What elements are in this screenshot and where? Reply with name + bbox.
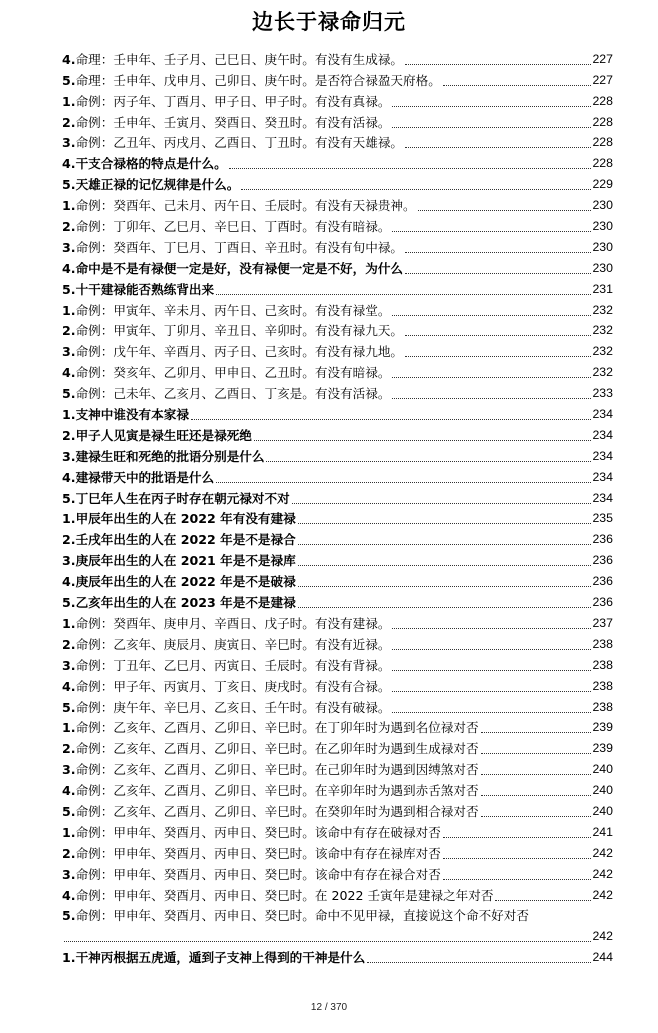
toc-entry-text: 命例：甲寅年、丁卯月、辛丑日、辛卯时。有没有禄九天。 (75, 323, 403, 339)
toc-entry-page: 240 (592, 762, 613, 777)
toc-entry[interactable] (62, 819, 613, 840)
toc-entry-page: 238 (592, 657, 613, 672)
toc-dot-leader (418, 210, 592, 211)
toc-entry-text: 命例：甲申年、癸酉月、丙申日、癸巳时。该命中有存在禄合对否 (75, 866, 441, 882)
toc-entry[interactable] (62, 213, 613, 234)
toc-entry[interactable] (62, 694, 613, 715)
toc-entry-text: 丁巳年人生在丙子时存在朝元禄对不对 (75, 490, 290, 506)
toc-dot-leader (405, 335, 591, 336)
toc-entry-number: 4. (62, 887, 76, 903)
toc-entry-page: 234 (592, 448, 613, 463)
toc-entry-text: 命理：壬申年、壬子月、己巳日、庚午时。有没有生成禄。 (75, 51, 403, 67)
toc-dot-leader (367, 962, 591, 963)
toc-entry[interactable] (62, 422, 613, 443)
toc-entry-text: 命例：乙亥年、乙酉月、乙卯日、辛巳时。在癸卯年时为遇到相合禄对否 (75, 803, 479, 819)
toc-dot-leader (392, 712, 591, 713)
toc-dot-leader (298, 565, 592, 566)
toc-dot-leader (481, 753, 592, 754)
toc-entry[interactable] (62, 192, 613, 213)
toc-entry-number: 3. (62, 239, 76, 255)
toc-entry-page: 242 (592, 845, 613, 860)
toc-dot-leader (392, 231, 591, 232)
toc-entry[interactable] (62, 255, 613, 276)
toc-entry[interactable] (62, 443, 613, 464)
toc-entry-text: 命例：乙亥年、乙酉月、乙卯日、辛巳时。在乙卯年时为遇到生成禄对否 (75, 741, 479, 757)
toc-entry[interactable] (62, 318, 613, 339)
toc-dot-leader (64, 941, 591, 942)
toc-dot-leader (216, 482, 591, 483)
toc-entry-number: 1. (62, 950, 76, 966)
toc-entry-page: 228 (592, 135, 613, 150)
toc-dot-leader (216, 294, 591, 295)
toc-dot-leader (481, 795, 592, 796)
page-footer: 12 / 370 (310, 1002, 348, 1013)
toc-entry-text: 乙亥年出生的人在 2023 年是不是建禄 (75, 595, 296, 611)
toc-entry-page: 231 (592, 281, 613, 296)
toc-entry-page: 230 (592, 239, 613, 254)
toc-dot-leader (405, 64, 591, 65)
toc-entry-number: 2. (62, 845, 76, 861)
toc-entry-text: 壬戌年出生的人在 2022 年是不是禄合 (75, 532, 296, 548)
toc-entry-wrapped[interactable] (62, 903, 613, 945)
toc-entry[interactable] (62, 735, 613, 756)
toc-entry-page: 235 (592, 511, 613, 526)
toc-entry[interactable] (62, 171, 613, 192)
toc-entry-number: 1. (62, 93, 76, 109)
toc-entry-text: 命例：丙子年、丁酉月、甲子日、甲子时。有没有真禄。 (75, 93, 391, 109)
toc-entry-page: 241 (592, 824, 613, 839)
table-of-contents (62, 46, 613, 965)
toc-entry-number: 3. (62, 553, 76, 569)
toc-dot-leader (298, 523, 592, 524)
toc-entry-number: 4. (62, 156, 76, 172)
toc-entry-page: 234 (592, 427, 613, 442)
toc-entry-text: 命例：甲申年、癸酉月、丙申日、癸巳时。该命中有存在禄库对否 (75, 845, 441, 861)
toc-entry-number: 4. (62, 365, 76, 381)
toc-entry-text: 庚辰年出生的人在 2022 年是不是破禄 (75, 574, 296, 590)
toc-dot-leader (481, 816, 592, 817)
toc-entry-page: 237 (592, 615, 613, 630)
toc-entry-number: 1. (62, 720, 76, 736)
toc-entry-text: 命例：乙丑年、丙戌月、乙酉日、丁丑时。有没有天雄禄。 (75, 135, 403, 151)
toc-entry-number: 3. (62, 657, 76, 673)
toc-entry-text: 命例：甲申年、癸酉月、丙申日、癸巳时。该命中有存在破禄对否 (75, 824, 441, 840)
toc-entry-number: 1. (62, 511, 76, 527)
toc-dot-leader (292, 503, 592, 504)
toc-dot-leader (443, 837, 592, 838)
toc-entry-text: 命例：戊午年、辛酉月、丙子日、己亥时。有没有禄九地。 (75, 344, 403, 360)
toc-entry-text: 命例：乙亥年、庚辰月、庚寅日、辛巳时。有没有近禄。 (75, 636, 391, 652)
toc-entry[interactable] (62, 464, 613, 485)
toc-entry-number: 5. (62, 177, 76, 193)
toc-entry[interactable] (62, 380, 613, 401)
toc-entry[interactable] (62, 276, 613, 297)
toc-entry-number: 1. (62, 302, 76, 318)
toc-dot-leader (392, 691, 591, 692)
toc-entry-text: 命例：乙亥年、乙酉月、乙卯日、辛巳时。在己卯年时为遇到因缚煞对否 (75, 762, 479, 778)
toc-dot-leader (392, 628, 591, 629)
toc-entry-number: 1. (62, 824, 76, 840)
toc-dot-leader (298, 586, 592, 587)
toc-entry-number: 3. (62, 448, 76, 464)
toc-entry[interactable] (62, 109, 613, 130)
toc-entry-number: 3. (62, 135, 76, 151)
toc-entry-text: 命例：甲申年、癸酉月、丙申日、癸巳时。在 2022 壬寅年是建禄之年对否 (75, 887, 494, 903)
toc-entry-number: 5. (62, 281, 76, 297)
toc-dot-leader (443, 858, 592, 859)
toc-entry[interactable] (62, 840, 613, 861)
toc-entry-page: 234 (592, 407, 613, 422)
toc-dot-leader (392, 377, 591, 378)
toc-dot-leader (443, 85, 592, 86)
toc-entry-text: 建禄生旺和死绝的批语分别是什么 (75, 448, 265, 464)
toc-entry-number: 5. (62, 386, 76, 402)
toc-entry-page: 236 (592, 595, 613, 610)
toc-dot-leader (241, 189, 591, 190)
toc-dot-leader (298, 607, 592, 608)
toc-entry-page: 232 (592, 323, 613, 338)
toc-dot-leader (254, 440, 592, 441)
toc-entry-number: 5. (62, 490, 76, 506)
toc-entry[interactable] (62, 401, 613, 422)
toc-dot-leader (495, 900, 591, 901)
toc-dot-leader (392, 649, 591, 650)
toc-entry-text: 甲辰年出生的人在 2022 年有没有建禄 (75, 511, 296, 527)
toc-entry[interactable] (62, 46, 613, 67)
toc-entry[interactable] (62, 67, 613, 88)
toc-entry-page: 232 (592, 344, 613, 359)
toc-entry-page: 230 (592, 198, 613, 213)
toc-entry-text: 十干建禄能否熟练背出来 (75, 281, 215, 297)
toc-entry-number: 5. (62, 595, 76, 611)
toc-entry[interactable] (62, 234, 613, 255)
toc-dot-leader (229, 168, 592, 169)
toc-entry-text: 命例：甲子年、丙寅月、丁亥日、庚戌时。有没有合禄。 (75, 678, 391, 694)
toc-entry-number: 2. (62, 114, 76, 130)
toc-entry-page: 232 (592, 302, 613, 317)
toc-entry-number: 2. (62, 323, 76, 339)
toc-entry[interactable] (62, 150, 613, 171)
toc-entry-page: 244 (592, 950, 613, 965)
toc-entry-number: 5. (62, 803, 76, 819)
toc-entry-page: 228 (592, 156, 613, 171)
toc-entry-number: 3. (62, 866, 76, 882)
toc-entry-page: 240 (592, 803, 613, 818)
toc-entry-page: 227 (592, 51, 613, 66)
toc-dot-leader (392, 315, 591, 316)
toc-entry-page: 228 (592, 114, 613, 129)
toc-entry-page: 238 (592, 699, 613, 714)
toc-entry[interactable] (62, 589, 613, 610)
toc-entry[interactable] (62, 547, 613, 568)
toc-entry[interactable] (62, 485, 613, 506)
toc-entry-page: 230 (592, 260, 613, 275)
toc-entry-number: 1. (62, 198, 76, 214)
toc-entry-number: 2. (62, 532, 76, 548)
toc-entry-page: 233 (592, 386, 613, 401)
page-title: 边长于禄命归元 (252, 10, 406, 34)
toc-entry-text: 命例：庚午年、辛巳月、乙亥日、壬午时。有没有破禄。 (75, 699, 391, 715)
toc-entry-page: 234 (592, 490, 613, 505)
toc-entry-text: 命例：丁卯年、乙巳月、辛巳日、丁酉时。有没有暗禄。 (75, 219, 391, 235)
toc-entry-text: 命例：癸酉年、丁巳月、丁酉日、辛丑时。有没有旬中禄。 (75, 239, 403, 255)
toc-entry-page: 229 (592, 177, 613, 192)
toc-dot-leader (191, 419, 592, 420)
toc-entry[interactable] (62, 756, 613, 777)
toc-entry-text: 命例：乙亥年、乙酉月、乙卯日、辛巳时。在丁卯年时为遇到名位禄对否 (75, 720, 479, 736)
toc-entry[interactable] (62, 673, 613, 694)
toc-entry-text: 命例：甲申年、癸酉月、丙申日、癸巳时。命中不见甲禄，直接说这个命不好对否 (75, 908, 529, 924)
toc-entry[interactable] (62, 798, 613, 819)
toc-entry-text: 建禄带天中的批语是什么 (75, 469, 215, 485)
toc-entry[interactable] (62, 297, 613, 318)
toc-entry-page: 234 (592, 469, 613, 484)
toc-entry-number: 2. (62, 427, 76, 443)
toc-entry-page: 228 (592, 93, 613, 108)
toc-entry-number: 3. (62, 762, 76, 778)
toc-entry-page: 230 (592, 219, 613, 234)
toc-entry-text: 命理：壬申年、戊申月、己卯日、庚午时。是否符合禄盈天府格。 (75, 72, 441, 88)
toc-entry-text: 命例：乙亥年、乙酉月、乙卯日、辛巳时。在辛卯年时为遇到赤舌煞对否 (75, 783, 479, 799)
toc-entry-number: 5. (62, 72, 76, 88)
toc-entry-number: 5. (62, 908, 76, 924)
toc-entry-number: 4. (62, 678, 76, 694)
toc-entry-page: 239 (592, 720, 613, 735)
toc-entry-number: 4. (62, 783, 76, 799)
toc-entry-text: 天雄正禄的记忆规律是什么。 (75, 177, 240, 193)
toc-dot-leader (405, 356, 591, 357)
toc-entry-page: 238 (592, 678, 613, 693)
toc-entry-number: 4. (62, 574, 76, 590)
toc-entry[interactable] (62, 610, 613, 631)
toc-dot-leader (298, 544, 592, 545)
toc-entry-number: 4. (62, 469, 76, 485)
toc-entry-text: 命例：癸亥年、乙卯月、甲申日、乙丑时。有没有暗禄。 (75, 365, 391, 381)
toc-entry-page: 242 (592, 887, 613, 902)
toc-dot-leader (481, 774, 592, 775)
toc-entry[interactable] (62, 777, 613, 798)
toc-list (62, 46, 613, 903)
toc-dot-leader (392, 398, 591, 399)
toc-entry[interactable] (62, 568, 613, 589)
toc-entry-text: 命例：癸酉年、己未月、丙午日、壬辰时。有没有天禄贵神。 (75, 198, 416, 214)
toc-entry[interactable] (62, 359, 613, 380)
toc-entry-page: 236 (592, 574, 613, 589)
toc-entry[interactable] (62, 130, 613, 151)
toc-entry[interactable] (62, 506, 613, 527)
toc-entry-text: 命例：壬申年、壬寅月、癸酉日、癸丑时。有没有活禄。 (75, 114, 391, 130)
toc-entry-number: 2. (62, 636, 76, 652)
toc-dot-leader (405, 252, 591, 253)
toc-entry-number: 3. (62, 344, 76, 360)
toc-entry-number: 1. (62, 615, 76, 631)
toc-entry-page: 227 (592, 72, 613, 87)
toc-dot-leader (392, 670, 591, 671)
toc-dot-leader (266, 461, 591, 462)
toc-entry-page: 240 (592, 783, 613, 798)
toc-entry[interactable] (62, 715, 613, 736)
toc-entry[interactable] (62, 861, 613, 882)
toc-entry[interactable] (62, 882, 613, 903)
toc-entry-text: 命例：己未年、乙亥月、乙酉日、丁亥是。有没有活禄。 (75, 386, 391, 402)
toc-entry-text: 干神丙根据五虎遁，遁到子支神上得到的干神是什么 (75, 950, 366, 966)
toc-dot-leader (481, 732, 592, 733)
toc-entry-text: 命例：丁丑年、乙巳月、丙寅日、壬辰时。有没有背禄。 (75, 657, 391, 673)
toc-entry-page: 232 (592, 365, 613, 380)
toc-entry-page: 238 (592, 636, 613, 651)
toc-entry[interactable] (62, 526, 613, 547)
toc-dot-leader (405, 273, 591, 274)
toc-entry[interactable] (62, 338, 613, 359)
toc-entry-text: 命例：癸酉年、庚申月、辛酉日、戊子时。有没有建禄。 (75, 615, 391, 631)
toc-entry[interactable] (62, 88, 613, 109)
toc-entry-number: 2. (62, 219, 76, 235)
toc-entry-text: 命例：甲寅年、辛未月、丙午日、己亥时。有没有禄堂。 (75, 302, 391, 318)
toc-entry-text: 支神中谁没有本家禄 (75, 407, 189, 423)
toc-entry-page: 239 (592, 741, 613, 756)
toc-entry-page: 236 (592, 553, 613, 568)
toc-dot-leader (392, 127, 591, 128)
toc-entry-number: 4. (62, 51, 76, 67)
toc-entry-text: 干支合禄格的特点是什么。 (75, 156, 227, 172)
toc-entry-number: 1. (62, 407, 76, 423)
toc-dot-leader (405, 147, 591, 148)
toc-entry-page: 242 (592, 929, 613, 944)
toc-entry-text: 命中是不是有禄便一定是好，没有禄便一定是不好，为什么 (75, 260, 403, 276)
toc-entry-page: 242 (592, 866, 613, 881)
toc-entry-number: 4. (62, 260, 76, 276)
toc-entry-page: 236 (592, 532, 613, 547)
toc-entry-text: 甲子人见寅是禄生旺还是禄死绝 (75, 427, 252, 443)
toc-entry-number: 2. (62, 741, 76, 757)
toc-entry[interactable] (62, 652, 613, 673)
toc-entry-number: 5. (62, 699, 76, 715)
toc-dot-leader (392, 106, 591, 107)
toc-entry-text: 庚辰年出生的人在 2021 年是不是禄库 (75, 553, 296, 569)
toc-entry-last[interactable] (62, 944, 613, 965)
toc-entry[interactable] (62, 631, 613, 652)
toc-dot-leader (443, 879, 592, 880)
